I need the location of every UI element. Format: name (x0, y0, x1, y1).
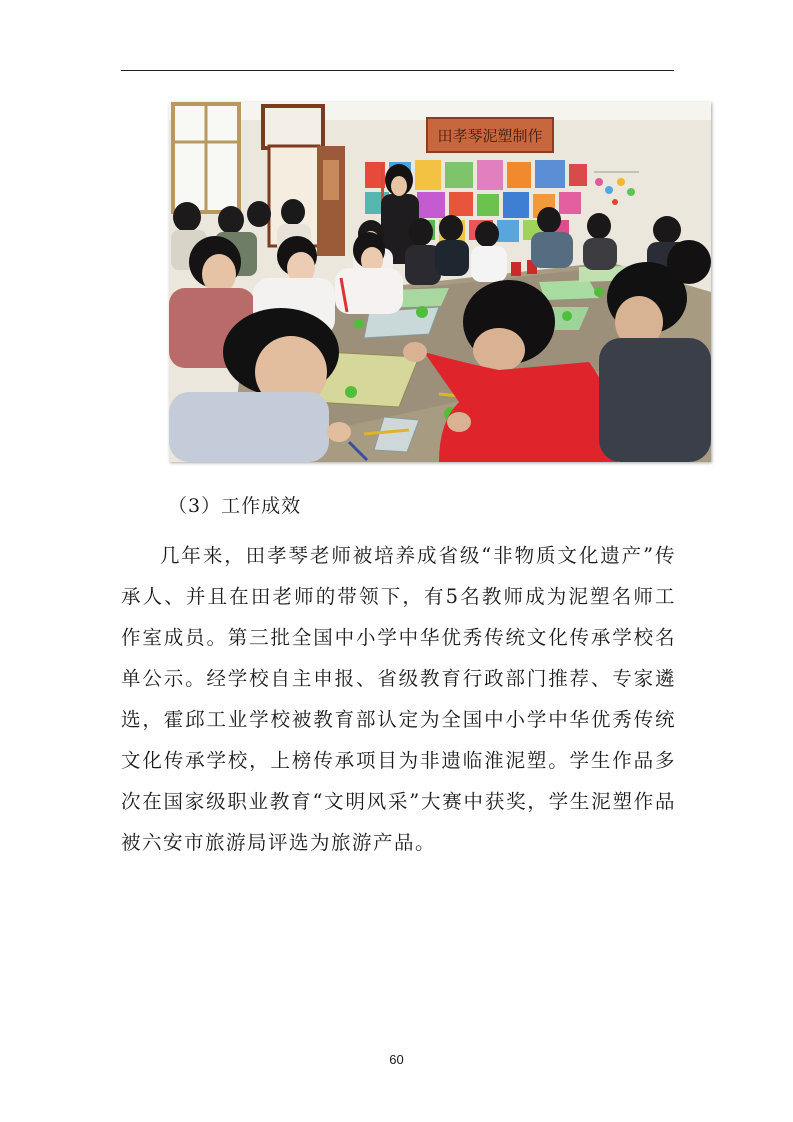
section-heading: （3）工作成效 (168, 495, 302, 517)
classroom-photo (169, 102, 711, 462)
page-number: 60 (389, 1052, 404, 1067)
body-paragraph: 几年来，田孝琴老师被培养成省级“非物质文化遗产”传承人、并且在田老师的带领下，有5名教师成为泥塑名师工作室成员。第三批全国中小学中华优秀传统文化传承学校名单公示。经学校自主申报、省级教育行政部门推荐、专家遴选，霍邱工业学校被教育部认定为全国中小学中华优秀传统文化传承学校，上榜传承项目为非遗临淮泥塑。学生作品多次在国家级职业教育“文明风采”大赛中获奖，学生泥塑作品被六安市旅游局评选为旅游产品。 (121, 544, 676, 854)
banner-text: 田孝琴泥塑制作 (437, 127, 543, 145)
header-rule (121, 70, 674, 71)
